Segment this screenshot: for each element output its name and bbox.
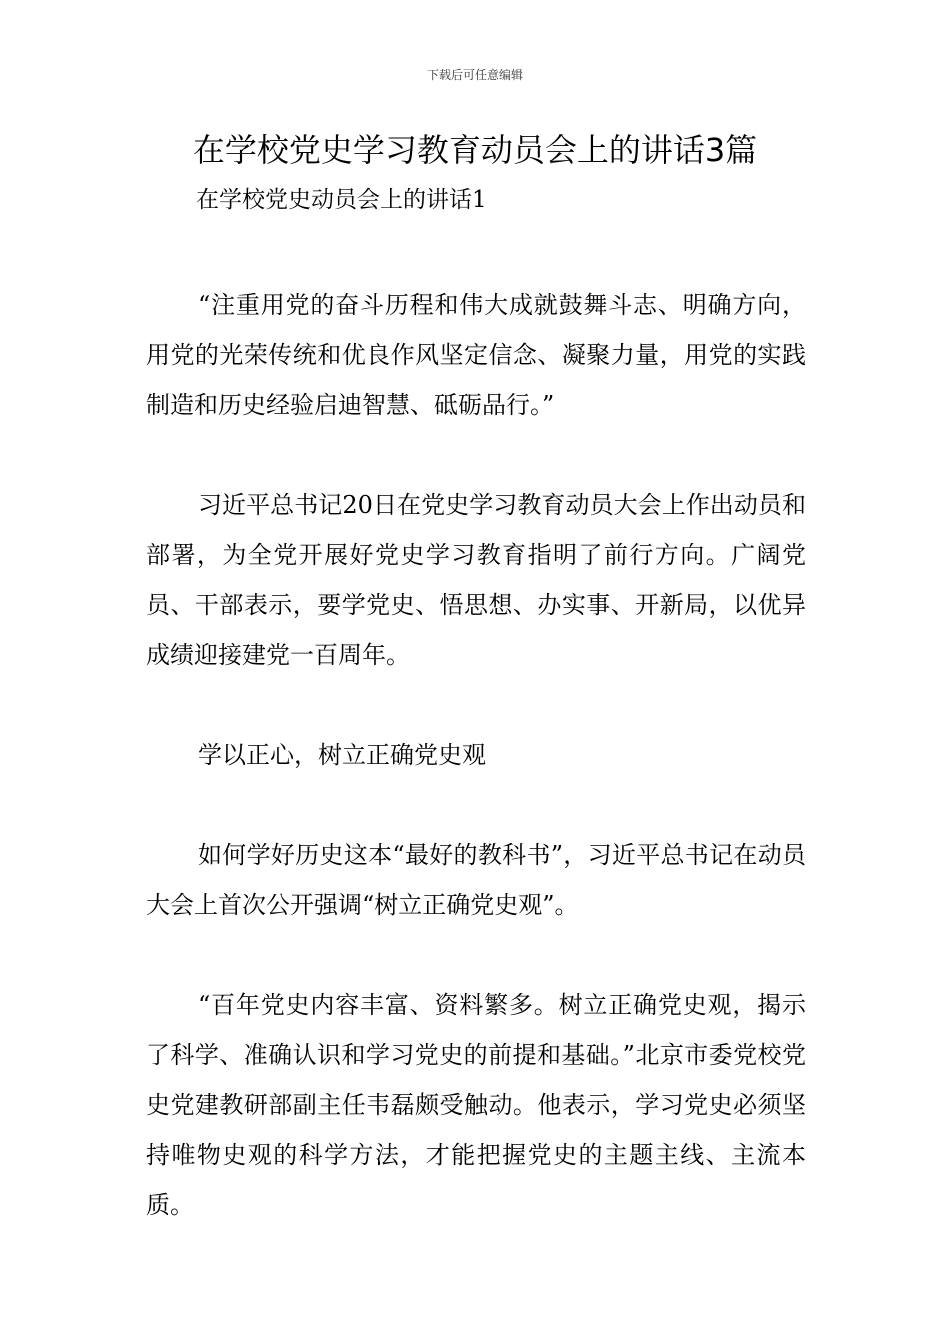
- paragraph-quote: “注重用党的奋斗历程和伟大成就鼓舞斗志、明确方向，用党的光荣传统和优良作风坚定信念、凝聚力量，用党的实践制造和历史经验启迪智慧、砥砺品行。”: [146, 291, 806, 419]
- header-note: 下载后可任意编辑: [426, 68, 523, 82]
- document-body: [146, 280, 806, 1280]
- paragraph-intro: 习近平总书记20日在党史学习教育动员大会上作出动员和部署，为全党开展好党史学习教育指明了前行方向。广阔党员、干部表示，要学党史、悟思想、办实事、开新局，以优异成绩迎接建党一百周年。: [146, 491, 806, 669]
- section-heading: 学以正心，树立正确党史观: [198, 741, 486, 769]
- document-title: 在学校党史学习教育动员会上的讲话3篇: [192, 131, 758, 169]
- paragraph-question: 如何学好历史这本“最好的教科书”，习近平总书记在动员大会上首次公开强调“树立正确党史观”。: [146, 841, 806, 919]
- document-subtitle: 在学校党史动员会上的讲话1: [196, 187, 487, 213]
- paragraph-comment: “百年党史内容丰富、资料繁多。树立正确党史观，揭示了科学、准确认识和学习党史的前提和基础。”北京市委党校党史党建教研部副主任韦磊颇受触动。他表示，学习党史必须坚持唯物史观的科学方法，才能把握党史的主题主线、主流本质。: [146, 991, 806, 1219]
